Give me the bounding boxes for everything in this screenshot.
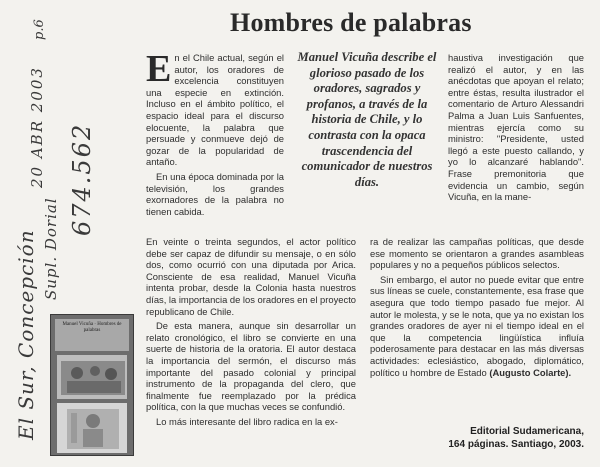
- lead-text: n el Chile actual, según el autor, los oradores de excelencia constituyen una especie en extinción. Incluso en el ámbito político, el espacio ideal para el discurso elocuente, la palabra que persuade y conmueve dejó de gozar de la popularidad de antaño.: [146, 52, 284, 168]
- article-title-rest: ombres de palabras: [250, 8, 472, 37]
- column-body-right: [370, 236, 584, 381]
- orator-illustration: [57, 403, 129, 453]
- handwritten-date: 20 ABR 2003: [28, 66, 46, 188]
- column-right-top: [448, 52, 584, 206]
- credit-publisher: Editorial Sudamericana,: [470, 426, 584, 437]
- book-cover-upper-illustration: [57, 355, 127, 399]
- book-cover-image: [50, 314, 134, 456]
- body-paragraph: En veinte o treinta segundos, el actor político debe ser capaz de difundir su mensaje, o en sólo dos, como ocurrió con una diputada por Arica. Consciente de esa realidad, Manuel Vicuña intenta probar, desde la Colonia hasta nuestros días, la importancia de los oradores en el proyecto republicano de Chile.: [146, 236, 357, 317]
- lead-paragraph: [146, 48, 284, 168]
- body-paragraph: [370, 274, 584, 378]
- body-paragraph: Lo más interesante del libro radica en la ex-: [156, 415, 338, 427]
- book-cover-title: Manuel Vicuña · Hombres de palabras: [55, 319, 129, 351]
- crowd-illustration: [57, 355, 129, 399]
- author-signature: (Augusto Colarte).: [489, 366, 572, 378]
- lead-paragraph-2: En una época dominada por la televisión, los grandes exornadores de la palabra no tienen cabida.: [146, 170, 284, 217]
- article-title: Hombres de palabras: [230, 8, 472, 37]
- right-top-paragraph: haustiva investigación que realizó el autor, y en las anécdotas que apoyan el relato; entre éstas, resulta ilustrador el comentario de Arturo Alessandri Palma a Juan Luis Sanfuentes, mientras ejercía como su ministro: "Presidente, usted llegó a este puesto callando, y yo lo alcanzaré hablando". Frase premonitoria que evidencia un cambio, según Vicuña, en la mane-: [448, 52, 584, 203]
- pull-quote: Manuel Vicuña describe el glorioso pasado de los oradores, sagrados y profanos, a través de la historia de Chile, y lo contrasta con la opaca trascendencia del comunicador de nuestros días.: [297, 50, 437, 189]
- drop-cap: E: [146, 48, 172, 90]
- handwritten-source: El Sur, Concepción: [14, 229, 38, 440]
- column-lead: [146, 48, 284, 220]
- credit-details: 164 páginas. Santiago, 2003.: [448, 438, 584, 450]
- body-paragraph: ra de realizar las campañas políticas, que desde ese momento se orientaron a grandes asambleas populares y no a pequeños públicos selectos.: [370, 236, 584, 271]
- publication-credit: [448, 426, 584, 451]
- body-paragraph-text: Sin embargo, el autor no puede evitar que entre sus líneas se cuele, constantemente, esa frase que asegura que todo tiempo pasado fue mejor. Al autor le molesta, y se le nota, que ya no existan los grandes oradores de ayer ni el tiempo ideal en el que la competencia lingüística influía poderosamente para destacar en las más diversas actividades: eclesiástico, abogado, diplomático, político u hombre de Estado: [370, 273, 584, 378]
- handwritten-catalog-number: 674.562: [68, 122, 96, 236]
- handwritten-supplement: Supl. Dorial: [42, 197, 60, 300]
- column-body-left: [146, 236, 356, 431]
- body-paragraph: De esta manera, aunque sin desarrollar un relato cronológico, el libro se convierte en una suerte de historia de la oratoria. El autor destaca la importancia del sermón, el discurso más importante del pasado colonial y principal instrumento de la propaganda del clero, que finalmente fue reemplazado por la prédica política, con la que muchas veces se confundió.: [146, 320, 356, 413]
- handwritten-page: p.6: [32, 19, 47, 40]
- book-cover-lower-illustration: [57, 403, 127, 453]
